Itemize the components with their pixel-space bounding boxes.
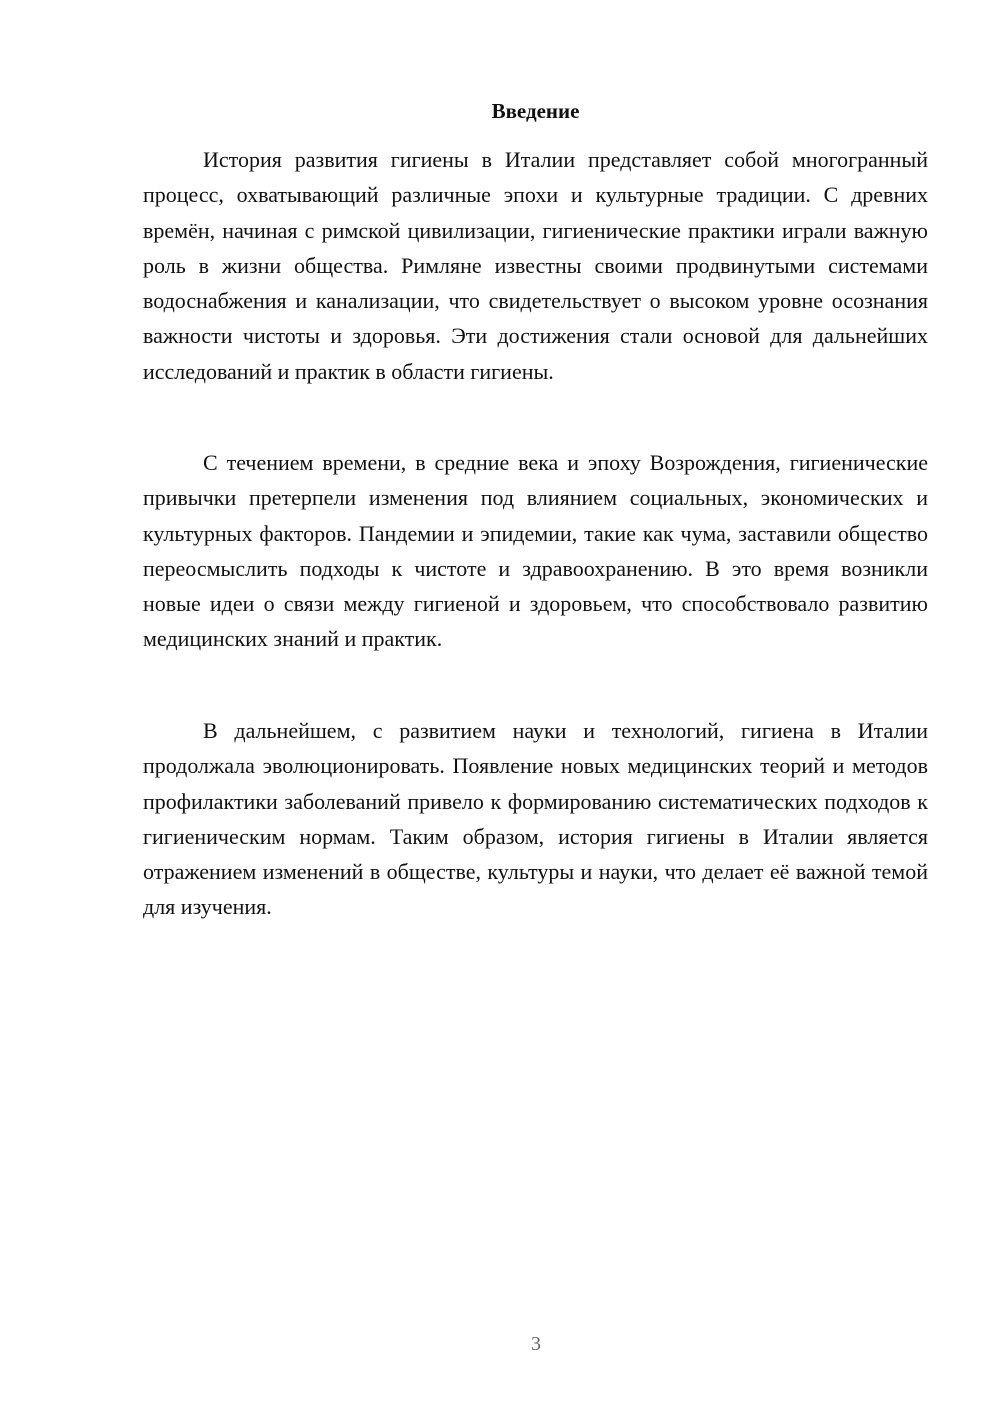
paragraph-1: История развития гигиены в Италии представляет собой многогранный процесс, охватывающий различные эпохи и культурные традиции. С древних времён, начиная с римской цивилизации, гигиенические практики играли важную роль в жизни общества. Римляне известны своими продвинутыми системами водоснабжения и канализации, что свидетельствует о высоком уровне осознания важности чистоты и здоровья. Эти достижения стали основой для дальнейших исследований и практик в области гигиены. <box>143 147 928 384</box>
section-heading: Введение <box>491 99 580 123</box>
page-number: 3 <box>531 1333 541 1355</box>
paragraph-3: В дальнейшем, с развитием науки и технологий, гигиена в Италии продолжала эволюционировать. Появление новых медицинских теорий и методов профилактики заболеваний привело к формированию систематических подходов к гигиеническим нормам. Таким образом, история гигиены в Италии является отражением изменений в обществе, культуры и науки, что делает её важной темой для изучения. <box>143 718 928 920</box>
paragraph-2: С течением времени, в средние века и эпоху Возрождения, гигиенические привычки претерпели изменения под влиянием социальных, экономических и культурных факторов. Пандемии и эпидемии, такие как чума, заставили общество переосмыслить подходы к чистоте и здравоохранению. В это время возникли новые идеи о связи между гигиеной и здоровьем, что способствовало развитию медицинских знаний и практик. <box>143 450 928 652</box>
